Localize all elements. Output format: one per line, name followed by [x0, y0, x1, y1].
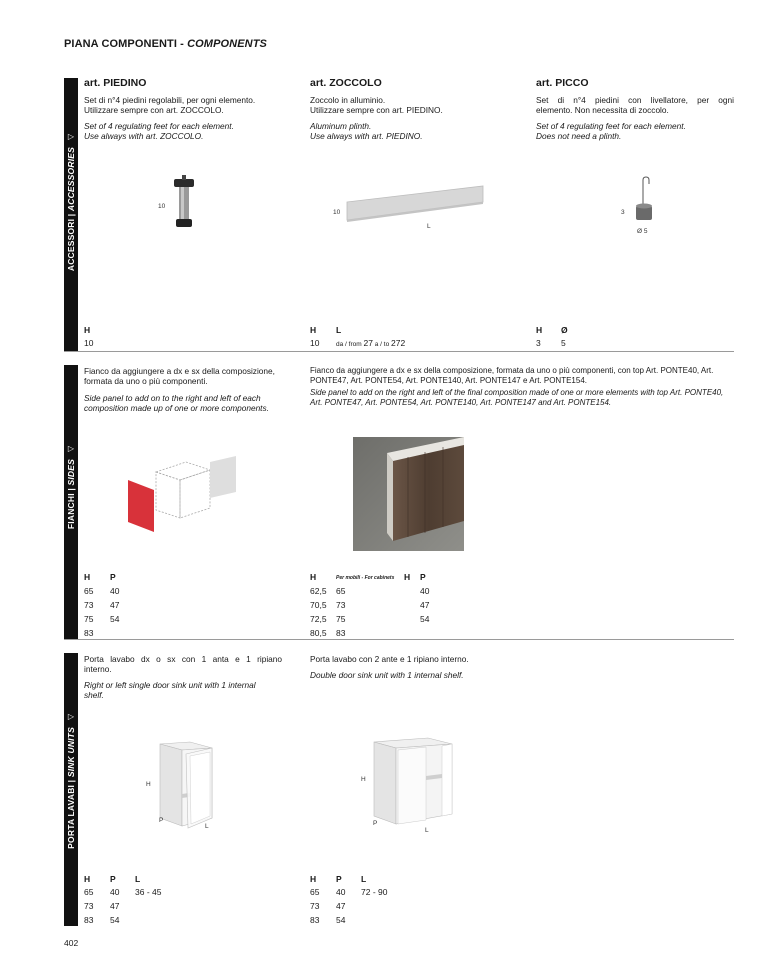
sink-right-desc-en: Double door sink unit with 1 internal shelf. [310, 670, 464, 680]
triangle-arrow-icon: ▷ [67, 444, 75, 453]
sides-right-note: Per mobili - For cabinets [336, 575, 395, 581]
piedino-desc-it: Set di n°4 piedini regolabili, per ogni elemento. Utilizzare sempre con art. ZOCCOLO. [84, 95, 256, 115]
picco-dim-h-header: H [536, 325, 543, 335]
double-door-sink-unit-diagram [368, 736, 458, 828]
sink-right-p-header: P [336, 874, 342, 884]
section-divider [64, 639, 734, 640]
triangle-arrow-icon: ▷ [67, 132, 75, 141]
picco-dim-d-header: Ø [561, 325, 568, 335]
sides-left-desc-it: Fianco da aggiungere a dx e sx della composizione, formata da uno o più componenti. [84, 366, 275, 386]
sink-right-h-header: H [310, 874, 317, 884]
piedino-title: art. PIEDINO [84, 77, 147, 89]
zoccolo-fig-h: 10 [333, 209, 341, 216]
sides-right-p-header: P [420, 572, 426, 582]
sink-left-fig-h: H [146, 781, 151, 788]
zoccolo-fig-l: L [427, 223, 431, 230]
picco-foot-image [630, 176, 658, 224]
zoccolo-desc-en: Aluminum plinth. Use always with art. PIEDINO. [310, 121, 423, 141]
sides-left-dim-table: 65 40 73 47 75 54 83 [84, 586, 120, 638]
zoccolo-dim-l-value: da / from 27 a / to 272 [336, 338, 406, 348]
page-title: PIANA COMPONENTI - COMPONENTS [64, 38, 267, 50]
picco-fig-h: 3 [621, 209, 625, 216]
piedino-fig-label: 10 [158, 203, 166, 210]
zoccolo-dim-h-header: H [310, 325, 317, 335]
sink-left-p-header: P [110, 874, 116, 884]
sink-left-dim-table: 65 40 36 - 45 73 47 83 54 [84, 887, 162, 925]
triangle-arrow-icon: ▷ [67, 712, 75, 721]
sink-left-l-header: L [135, 874, 141, 884]
piedino-dim-h-value: 10 [84, 338, 94, 348]
sink-right-fig-l: L [425, 827, 429, 834]
sink-left-desc-en: Right or left single door sink unit with 1 internal shelf. [84, 680, 256, 700]
sides-left-p-header: P [110, 572, 116, 582]
piedino-dim-h-header: H [84, 325, 91, 335]
zoccolo-dim-l-header: L [336, 325, 342, 335]
sink-left-fig-p: P [159, 817, 164, 824]
sink-left-h-header: H [84, 874, 91, 884]
sink-left-fig-l: L [205, 823, 209, 830]
sides-left-h-header: H [84, 572, 91, 582]
section-label-accessories: ▷ ACCESSORI | ACCESSORIES [66, 132, 76, 272]
sides-right-desc-en: Side panel to add on the right and left of the final composition made of one or more elements with top Art. PONTE40, Art. PONTE47, Art. PONTE54, Art. PONTE140, Art. PONTE147 and Art. PONTE154. [310, 388, 724, 407]
sides-left-desc-en: Side panel to add on to the right and left of each composition made up of one or more components. [84, 393, 269, 413]
section-label-sink: ▷ PORTA LAVABI | SINK UNITS [66, 712, 76, 849]
zoccolo-desc-it: Zoccolo in alluminio. Utilizzare sempre con art. PIEDINO. [310, 95, 443, 115]
picco-desc-en: Set of 4 regulating feet for each element. Does not need a plinth. [536, 121, 686, 141]
picco-title: art. PICCO [536, 77, 589, 89]
sink-right-fig-p: P [373, 820, 378, 827]
picco-fig-d: Ø 5 [637, 228, 648, 235]
sink-right-desc-it: Porta lavabo con 2 ante e 1 ripiano interno. [310, 654, 469, 664]
side-panels-diagram [124, 452, 242, 534]
sink-right-fig-h: H [361, 776, 366, 783]
section-label-sides: ▷ FIANCHI | SIDES [66, 444, 76, 530]
zoccolo-dim-h-value: 10 [310, 338, 320, 348]
sides-right-dim-table: 62,5 65 40 70,5 73 47 72,5 75 54 80,5 83 [310, 586, 430, 638]
piedino-desc-en: Set of 4 regulating feet for each element. Use always with art. ZOCCOLO. [84, 121, 234, 141]
side-panel-photo [353, 437, 464, 551]
picco-dim-d-value: 5 [561, 338, 566, 348]
sides-right-desc-it: Fianco da aggiungere a dx e sx della composizione, formata da uno o più componenti, con top Art. PONTE40, Art. PONTE47, Art. PONTE54, Art. PONTE140, Art. PONTE147 e Art. PONTE154. [310, 366, 714, 385]
picco-dim-h-value: 3 [536, 338, 541, 348]
piedino-foot-image [165, 175, 205, 231]
zoccolo-plinth-image [345, 184, 487, 224]
sink-right-dim-table: 65 40 72 - 90 73 47 83 54 [310, 887, 388, 925]
sink-left-desc-it: Porta lavabo dx o sx con 1 anta e 1 ripiano interno. [84, 654, 282, 674]
section-divider [64, 351, 734, 352]
picco-desc-it: Set di n°4 piedini con livellatore, per ogni elemento. Non necessita di zoccolo. [536, 95, 734, 115]
sides-right-h2-header: H [404, 572, 411, 582]
page-number: 402 [64, 938, 79, 948]
sink-right-l-header: L [361, 874, 367, 884]
zoccolo-title: art. ZOCCOLO [310, 77, 382, 89]
sides-right-h-header: H [310, 572, 317, 582]
